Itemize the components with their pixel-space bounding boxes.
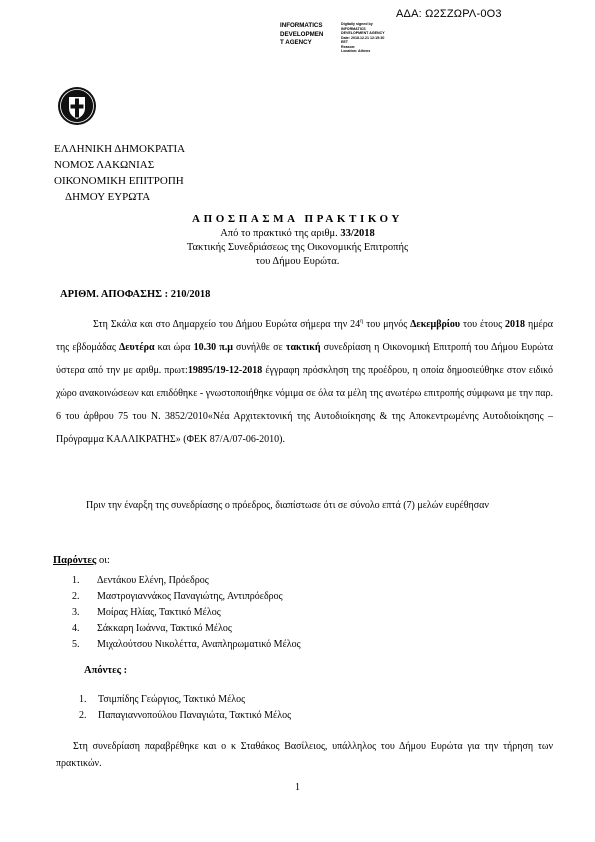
- absent-heading: Απόντες :: [84, 665, 128, 676]
- absent-members-list: [79, 692, 291, 724]
- header-line-municipality: ΔΗΜΟΥ ΕΥΡΩΤΑ: [65, 191, 151, 203]
- header-line-prefecture: ΝΟΜΟΣ ΛΑΚΩΝΙΑΣ: [54, 159, 155, 171]
- list-item: 4. Σάκκαρη Ιωάννα, Τακτικό Μέλος: [72, 623, 232, 634]
- signature-detail-text: Digitally signed by INFORMATICS DEVELOPMENT AGENCY Date: 2018.12.21 12:15:30 EET Reason: Location: Athens: [341, 22, 385, 53]
- list-item: 5. Μιχαλούτσου Νικολέττα, Αναπληρωματικό Μέλος: [72, 639, 301, 650]
- list-item: 3. Μοίρας Ηλίας, Τακτικό Μέλος: [72, 607, 221, 618]
- list-item: 2. Μαστρογιαννάκος Παναγιώτης, Αντιπρόεδρος: [72, 591, 283, 602]
- list-item: 2. Παπαγιαννοπούλου Παναγιώτα, Τακτικό Μέλος: [79, 710, 292, 721]
- greek-emblem-icon: [57, 86, 97, 126]
- decision-number: ΑΡΙΘΜ. ΑΠΟΦΑΣΗΣ : 210/2018: [60, 289, 211, 300]
- quorum-paragraph: Πριν την έναρξη της συνεδρίασης ο πρόεδρος, διαπίστωσε ότι σε σύνολο επτά (7) μελών ευρέθησαν: [86, 500, 489, 511]
- signature-main-text: INFORMATICS DEVELOPMEN T AGENCY: [280, 22, 324, 46]
- list-item: 1. Δεντάκου Ελένη, Πρόεδρος: [72, 575, 209, 586]
- municipality-line: του Δήμου Ευρώτα.: [255, 256, 340, 267]
- closing-paragraph: Στη συνεδρίαση παραβρέθηκε και ο κ Σταθάκος Βασίλειος, υπάλληλος του Δήμου Ευρώτα για την τήρηση των πρακτικών.: [56, 741, 553, 769]
- list-item: 1. Τσιμπίδης Γεώργιος, Τακτικό Μέλος: [79, 694, 246, 705]
- page-number: 1: [295, 782, 300, 793]
- header-line-republic: ΕΛΛΗΝΙΚΗ ΔΗΜΟΚΡΑΤΙΑ: [54, 143, 186, 155]
- document-title-block: [0, 212, 595, 269]
- header-line-committee: ΟΙΚΟΝΟΜΙΚΗ ΕΠΙΤΡΟΠΗ: [54, 175, 184, 187]
- ada-code: ΑΔΑ: Ω2ΣΖΩΡΛ-0Ο3: [396, 8, 502, 20]
- minutes-reference: Από το πρακτικό της αριθμ. 33/2018: [220, 228, 375, 239]
- issuer-header: [54, 141, 185, 205]
- present-members-list: [72, 573, 301, 653]
- session-paragraph: Στη Σκάλα και στο Δημαρχείο του Δήμου Ευρώτα σήμερα την $24^\eta$ του μηνός Δεκεμβρίου του έτους 2018 ημέρα της εβδομάδας Δευτέρα και ώρα 10.30 π.μ συνήλθε σε τακτική συνεδρίαση η Οικονομική Επιτροπή του Δήμου Ευρώτα ύστερα από την με αριθμ. πρωτ:19895/19-12-2018 έγγραφη πρόσκληση της προέδρου, η οποία δημοσιεύθηκε στον ειδικό χώρο ανακοινώσεων και επιδόθηκε - γνωστοποιήθηκε νόμιμα σε όλα τα μέλη της ανωτέρω επιτροπής σύμφωνα με την παρ. 6 του άρθρου 75 του Ν. 3852/2010«Νέα Αρχιτεκτονική της Αυτοδιοίκησης & της Αποκεντρωμένης Αυτοδιοίκησης – Πρόγραμμα ΚΑΛΛΙΚΡΑΤΗΣ» (ΦΕΚ 87/Α/07-06-2010).: [56, 318, 553, 445]
- present-heading: Παρόντες οι:: [53, 555, 110, 566]
- document-title: ΑΠΟΣΠΑΣΜΑ ΠΡΑΚΤΙΚΟΥ: [192, 213, 403, 225]
- session-type: Τακτικής Συνεδριάσεως της Οικονομικής Επιτροπής: [186, 242, 409, 253]
